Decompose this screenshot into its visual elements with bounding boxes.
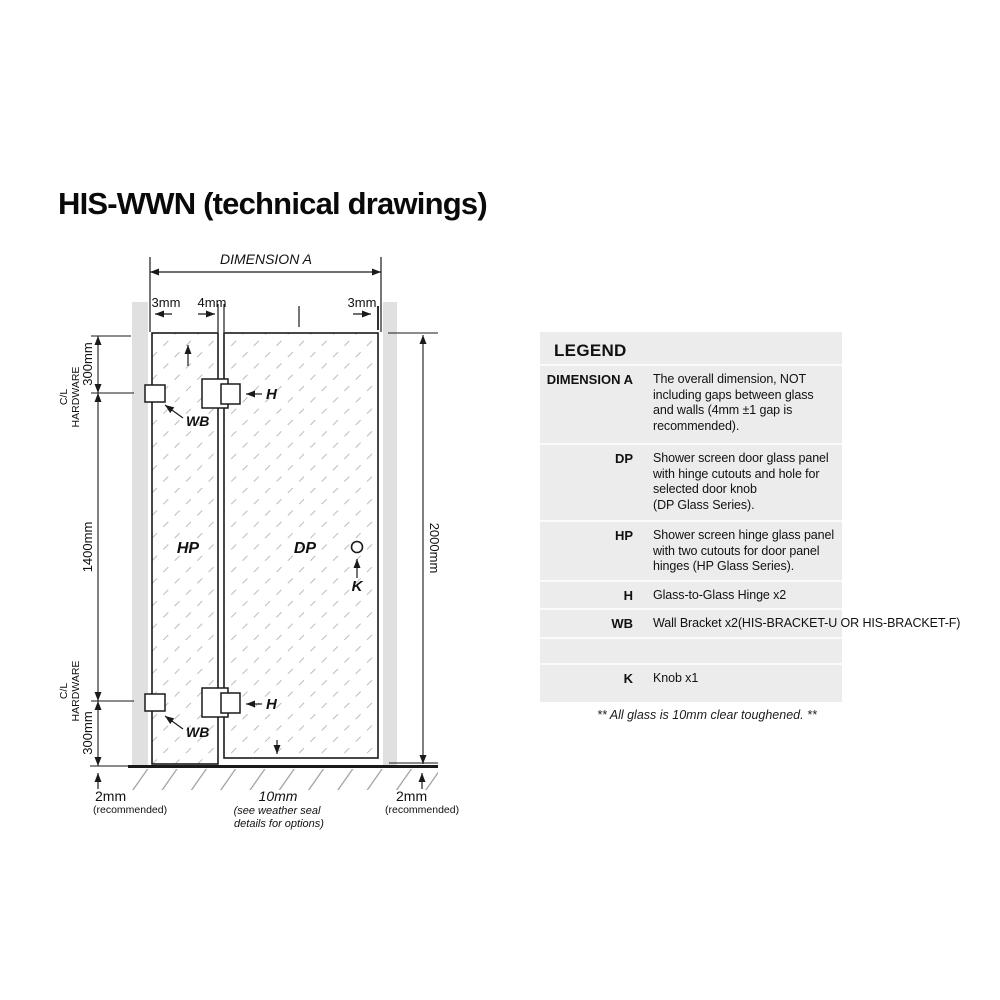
dimension-a-label: DIMENSION A — [219, 251, 313, 267]
knob-label: K — [351, 578, 363, 595]
floor-hatching — [128, 769, 438, 790]
legend-term: K — [623, 671, 633, 686]
legend-term: WB — [611, 616, 633, 631]
legend-description — [653, 616, 960, 637]
legend-row-wb — [540, 608, 961, 637]
glass-panels — [152, 333, 378, 764]
wall-bracket-top — [145, 385, 165, 402]
dimension-a — [150, 251, 381, 332]
legend-row-h — [540, 580, 842, 608]
legend-desc-line: Shower screen door glass panel — [653, 451, 829, 465]
knob-icon — [352, 542, 363, 553]
cl-hardware-top-line2: HARDWARE — [70, 366, 82, 428]
legend-desc-line: Wall Bracket x2(HIS-BRACKET-U OR HIS-BRACKET-F) — [653, 616, 961, 630]
dim-2000: 2000mm — [427, 522, 442, 574]
floor-gap-center: 10mm — [258, 788, 298, 804]
cl-hardware-bottom-line1: C/L — [58, 682, 70, 700]
legend-desc-line: selected door knob — [653, 482, 757, 496]
legend-description — [653, 372, 814, 443]
gap-dimensions — [152, 295, 378, 332]
legend-description — [653, 451, 829, 520]
legend-desc-line: with two cutouts for door panel — [653, 543, 820, 558]
legend-desc-line: recommended). — [653, 418, 740, 433]
gap-center-label: 4mm — [197, 295, 227, 310]
legend-row-dimension-a — [540, 364, 842, 443]
legend-desc-line: and walls (4mm ±1 gap is — [653, 403, 793, 417]
legend-term: HP — [614, 528, 633, 543]
floor-gap-center-note1: (see weather seal — [233, 805, 321, 817]
legend-row-hp — [540, 520, 842, 580]
legend-term: DP — [614, 451, 633, 466]
hinge-bottom-clamp — [221, 693, 240, 713]
legend-row-dp — [540, 443, 842, 520]
gap-right-label: 3mm — [347, 295, 377, 310]
left-dimensions — [58, 336, 134, 766]
legend-row-k — [540, 663, 842, 702]
floor-gap-right: 2mm — [396, 788, 428, 804]
legend-title: LEGEND — [554, 341, 627, 360]
legend-term: DIMENSION A — [546, 372, 633, 387]
legend-row-empty — [540, 637, 842, 663]
cl-hardware-top-line1: C/L — [58, 388, 70, 406]
floor-gap-right-note: (recommended) — [385, 804, 460, 816]
legend-desc-line: with hinge cutouts and hole for — [653, 466, 820, 481]
legend-desc-line: (DP Glass Series). — [653, 497, 755, 512]
hinge-top-label: H — [266, 386, 277, 403]
wall-bracket-bottom-label: WB — [186, 724, 210, 740]
page-title: HIS-WWN (technical drawings) — [58, 186, 487, 221]
dim-300-bottom: 300mm — [80, 711, 95, 755]
legend-description — [653, 588, 786, 608]
door-panel-label: DP — [293, 540, 317, 557]
legend-term: H — [623, 588, 633, 603]
legend-desc-line: including gaps between glass — [653, 387, 814, 402]
legend-term — [540, 645, 633, 663]
floor-gap-left: 2mm — [95, 788, 127, 804]
hinge-panel-label: HP — [176, 540, 200, 557]
legend-panel — [540, 332, 961, 702]
glass-footnote: ** All glass is 10mm clear toughened. ** — [597, 708, 817, 722]
dim-1400: 1400mm — [80, 521, 95, 573]
legend-desc-line: Shower screen hinge glass panel — [653, 528, 835, 542]
right-wall — [383, 302, 397, 766]
cl-hardware-bottom-line2: HARDWARE — [70, 660, 82, 722]
wall-bracket-bottom — [145, 694, 165, 711]
legend-description — [653, 671, 698, 702]
gap-left-label: 3mm — [151, 295, 181, 310]
floor-gap-left-note: (recommended) — [93, 804, 168, 816]
floor — [128, 767, 438, 791]
wall-bracket-top-label: WB — [186, 413, 210, 429]
legend-desc-line: Glass-to-Glass Hinge x2 — [653, 588, 787, 602]
legend-desc-line: The overall dimension, NOT — [653, 372, 807, 386]
legend-description — [653, 528, 834, 580]
floor-gap-center-note2: details for options) — [234, 818, 324, 830]
hinge-top-clamp — [221, 384, 240, 404]
legend-desc-line: hinges (HP Glass Series). — [653, 559, 795, 573]
legend-desc-line: Knob x1 — [653, 671, 699, 685]
dim-300-top: 300mm — [80, 342, 95, 386]
hinge-bottom-label: H — [266, 696, 277, 713]
